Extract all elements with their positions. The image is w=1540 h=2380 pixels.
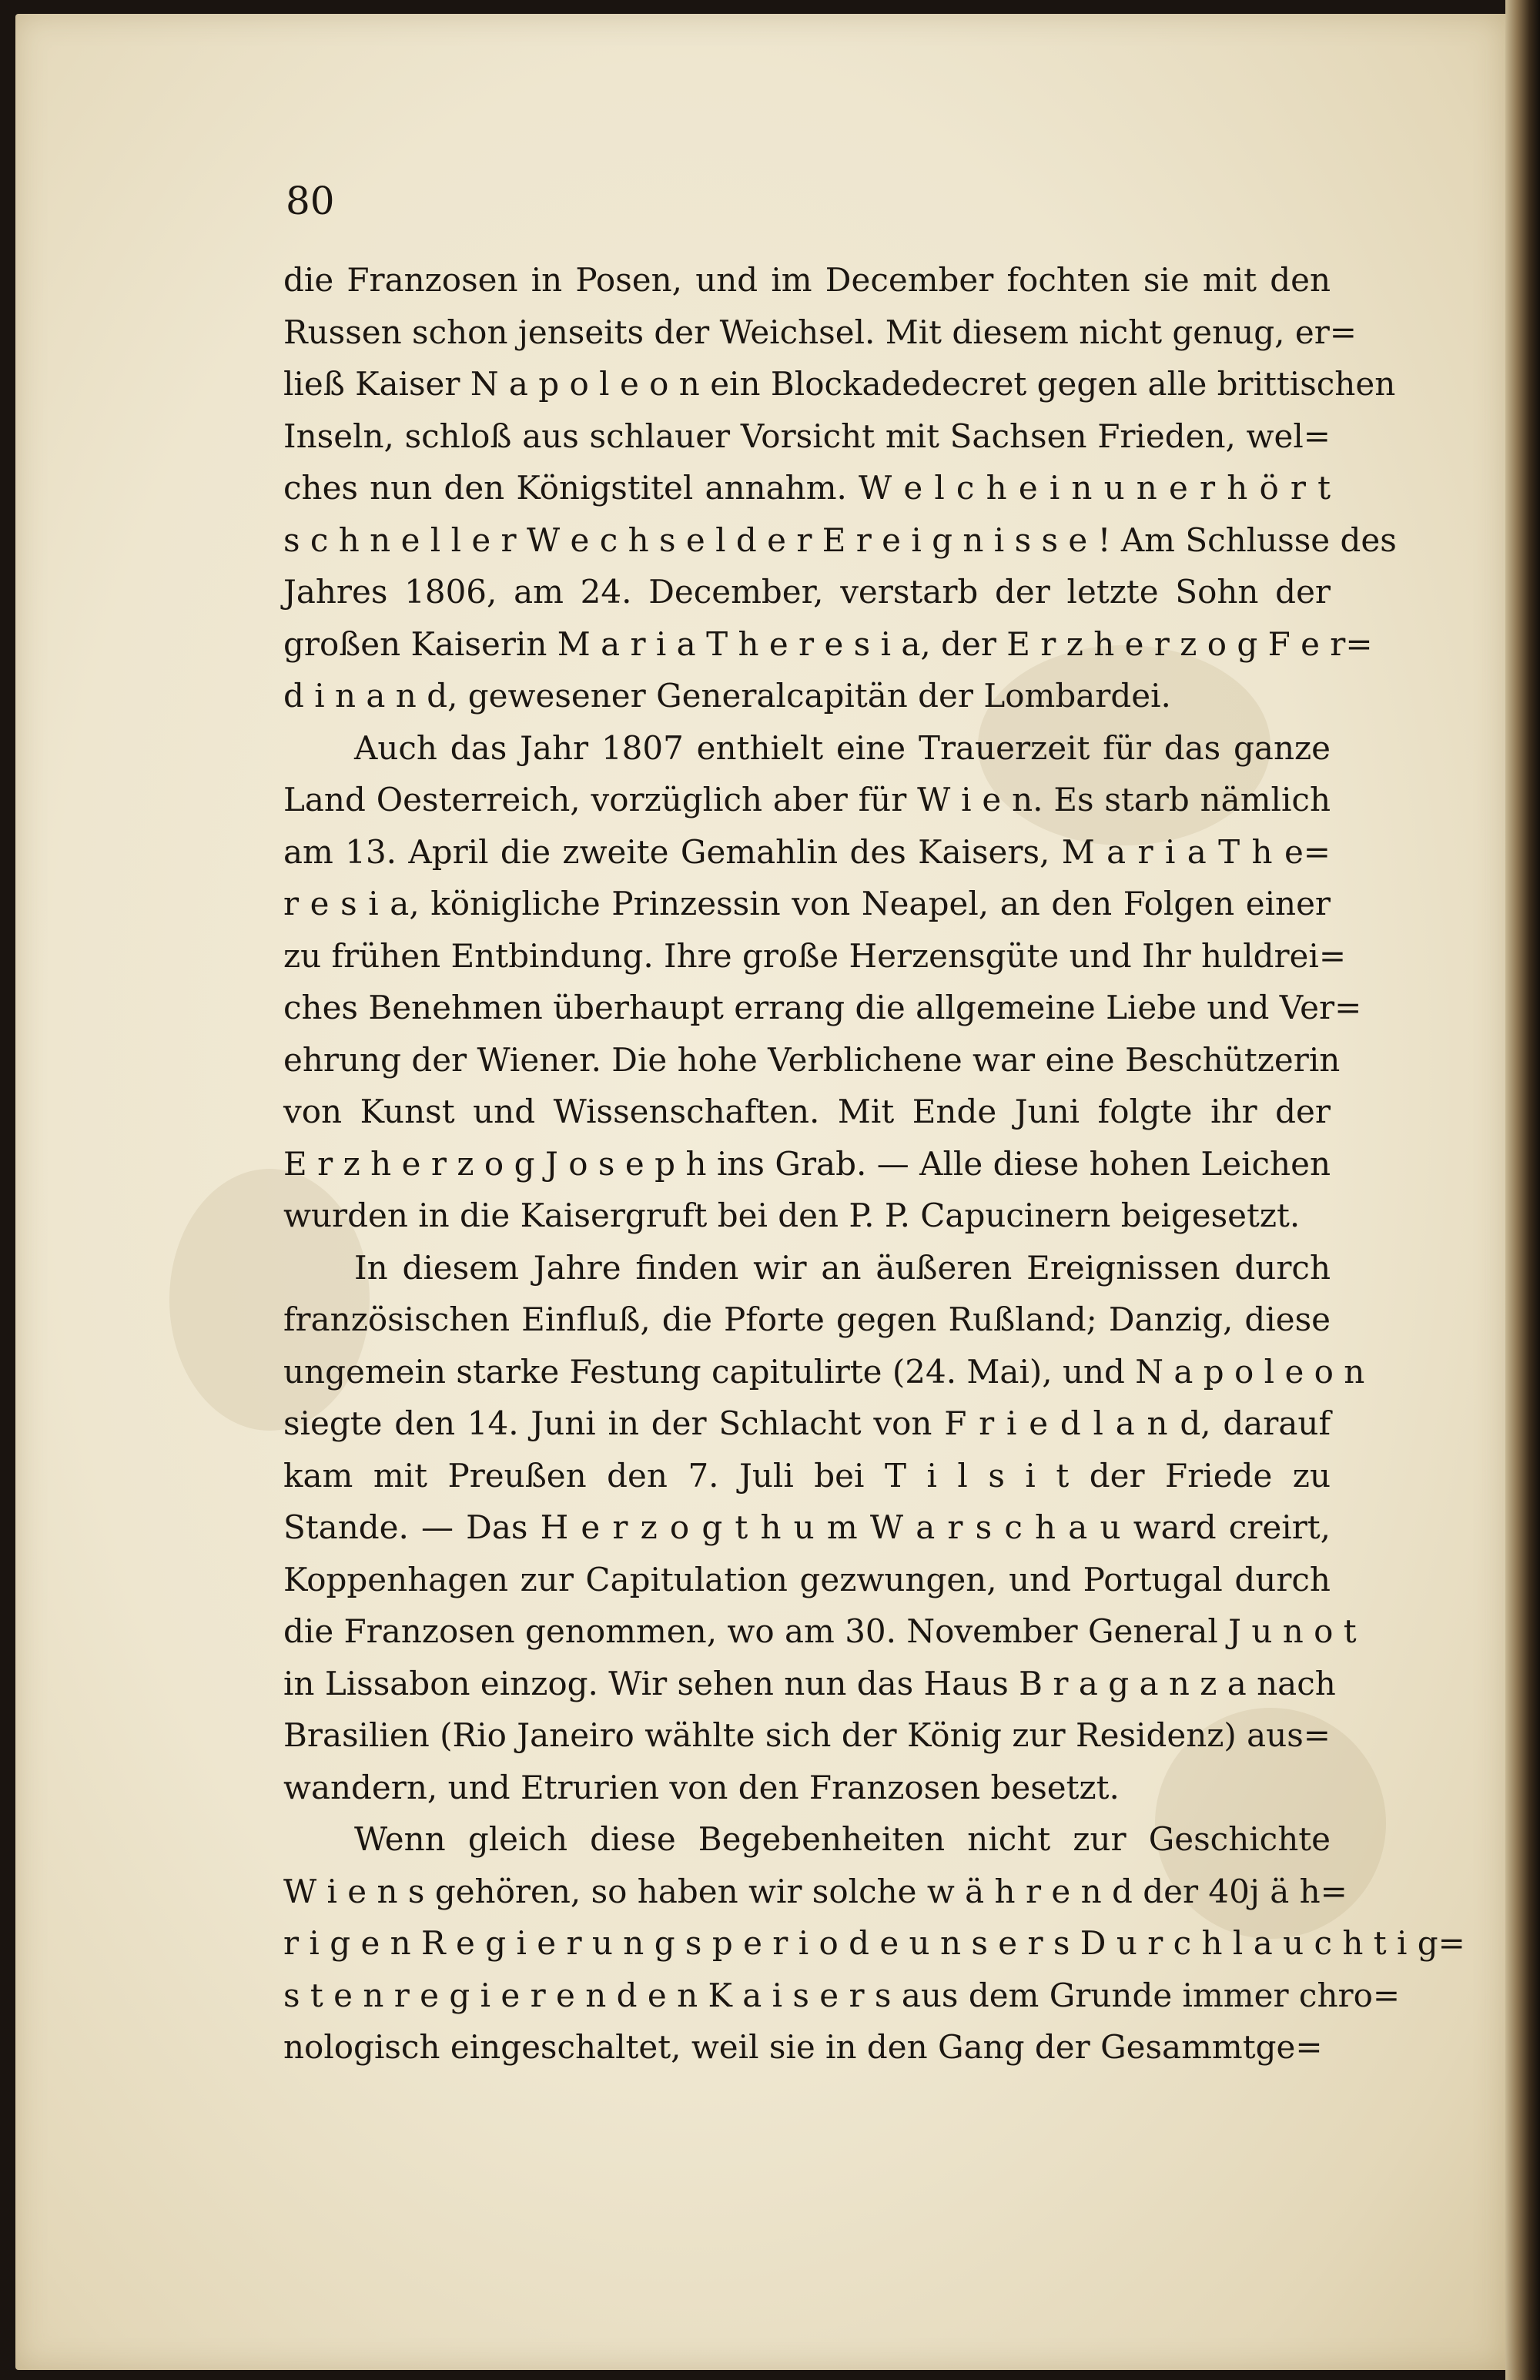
text-line: d i n a n d, gewesener Generalcapitän der Lombardei. bbox=[283, 677, 1171, 715]
text-line: Wenn gleich diese Begebenheiten nicht zur Geschichte bbox=[354, 1820, 1331, 1858]
paragraph bbox=[283, 722, 1362, 1242]
text-line: Auch das Jahr 1807 enthielt eine Trauerzeit für das ganze bbox=[354, 728, 1331, 767]
text-line: wurden in die Kaisergruft bei den P. P. Capucinern beigesetzt. bbox=[283, 1197, 1301, 1234]
text-line: ließ Kaiser N a p o l e o n ein Blockadedecret gegen alle brittischen bbox=[283, 365, 1396, 403]
paragraph bbox=[283, 1242, 1365, 1814]
text-line: ehrung der Wiener. Die hohe Verblichene war eine Beschützerin bbox=[283, 1040, 1341, 1079]
text-line: ches Benehmen überhaupt errang die allgemeine Liebe und Ver= bbox=[283, 989, 1362, 1026]
text-line: s t e n r e g i e r e n d e n K a i s e r s aus dem Grunde immer chro= bbox=[283, 1976, 1401, 2014]
book-gutter bbox=[1505, 0, 1540, 2380]
text-line: zu frühen Entbindung. Ihre große Herzensgüte und Ihr huldrei= bbox=[283, 936, 1347, 975]
text-line: nologisch eingeschaltet, weil sie in den Gang der Gesammtge= bbox=[283, 2028, 1323, 2066]
text-line: ches nun den Königstitel annahm. W e l c h e i n u n e r h ö r t bbox=[283, 469, 1331, 507]
text-line: wandern, und Etrurien von den Franzosen besetzt. bbox=[283, 1768, 1120, 1806]
text-line: s c h n e l l e r W e c h s e l d e r E r e i g n i s s e ! Am Schlusse des bbox=[283, 521, 1397, 559]
text-line: die Franzosen genommen, wo am 30. November General J u n o t bbox=[283, 1612, 1357, 1650]
text-line: Stande. — Das H e r z o g t h u m W a r s c h a u ward creirt, bbox=[283, 1508, 1331, 1546]
text-line: E r z h e r z o g J o s e p h ins Grab. — Alle diese hohen Leichen bbox=[283, 1144, 1331, 1183]
text-line: Russen schon jenseits der Weichsel. Mit diesem nicht genug, er= bbox=[283, 313, 1357, 351]
text-line: siegte den 14. Juni in der Schlacht von F r i e d l a n d, darauf bbox=[283, 1404, 1331, 1442]
body-text bbox=[283, 254, 1465, 2074]
paragraph bbox=[283, 1813, 1465, 2074]
text-line: die Franzosen in Posen, und im December fochten sie mit den bbox=[283, 261, 1331, 299]
text-line: Koppenhagen zur Capitulation gezwungen, und Portugal durch bbox=[283, 1560, 1331, 1598]
text-line: Inseln, schloß aus schlauer Vorsicht mit Sachsen Frieden, wel= bbox=[283, 417, 1331, 455]
paragraph bbox=[283, 254, 1397, 722]
text-line: großen Kaiserin M a r i a T h e r e s i a, der E r z h e r z o g F e r= bbox=[283, 624, 1373, 663]
page-number: 80 bbox=[286, 179, 335, 223]
text-line: Brasilien (Rio Janeiro wählte sich der König zur Residenz) aus= bbox=[283, 1716, 1331, 1754]
text-line: W i e n s gehören, so haben wir solche w ä h r e n d der 40j ä h= bbox=[283, 1872, 1348, 1910]
text-line: von Kunst und Wissenschaften. Mit Ende Juni folgte ihr der bbox=[283, 1093, 1331, 1130]
text-line: in Lissabon einzog. Wir sehen nun das Haus B r a g a n z a nach bbox=[283, 1664, 1336, 1702]
text-line: Jahres 1806, am 24. December, verstarb der letzte Sohn der bbox=[283, 573, 1331, 611]
text-line: Land Oesterreich, vorzüglich aber für W i e n. Es starb nämlich bbox=[283, 781, 1331, 818]
text-line: In diesem Jahre finden wir an äußeren Ereignissen durch bbox=[354, 1248, 1331, 1287]
text-line: am 13. April die zweite Gemahlin des Kaisers, M a r i a T h e= bbox=[283, 832, 1331, 871]
text-line: r i g e n R e g i e r u n g s p e r i o d e u n s e r s D u r c h l a u c h t i g= bbox=[283, 1924, 1465, 1962]
text-line: französischen Einfluß, die Pforte gegen Rußland; Danzig, diese bbox=[283, 1300, 1331, 1338]
text-line: r e s i a, königliche Prinzessin von Neapel, an den Folgen einer bbox=[283, 885, 1331, 922]
text-line: kam mit Preußen den 7. Juli bei T i l s i t der Friede zu bbox=[283, 1456, 1331, 1495]
text-line: ungemein starke Festung capitulirte (24. Mai), und N a p o l e o n bbox=[283, 1352, 1365, 1391]
